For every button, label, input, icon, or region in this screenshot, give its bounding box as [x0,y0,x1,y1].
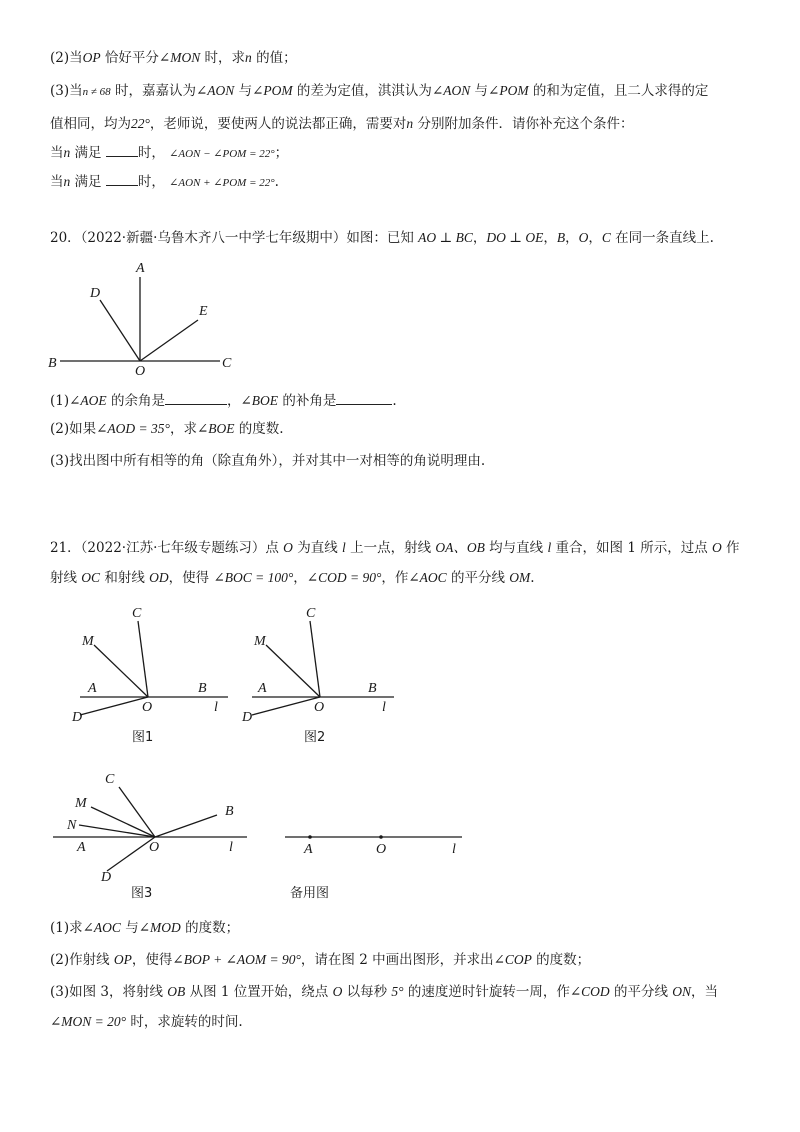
ray-OD [107,837,155,871]
ray-OB [155,815,217,837]
ray-OM [94,645,148,697]
label-D: D [90,286,101,301]
label-l: l [214,700,218,715]
label-A: A [258,681,267,696]
caption-fig2: 图2 [304,730,326,745]
label-C: C [105,772,115,787]
q21-part1: (1)求∠AOC 与∠MOD 的度数； [50,920,240,936]
q21-figure-2 [232,605,412,750]
label-O: O [135,364,146,379]
q21-figure-1 [60,605,240,750]
label-A: A [88,681,97,696]
label-C: C [222,356,232,371]
label-B: B [48,356,57,371]
q19-part2: (2)当OP 恰好平分∠MON 时，求n 的值； [50,50,297,66]
label-D: D [101,870,112,885]
answer-blank [106,142,138,157]
label-O: O [149,840,160,855]
label-D: D [72,710,83,725]
label-O: O [314,700,325,715]
ray-OD [100,300,140,361]
caption-spare: 备用图 [290,886,330,901]
q19-part3-line1: (3)当n ≠ 68 时，嘉嘉认为∠AON 与∠POM 的差为定值，淇淇认为∠AON 与∠POM 的和为定值，且二人求得的定 [50,83,709,99]
q20-part2: (2)如果∠AOD = 35°，求∠BOE 的度数. [50,421,284,437]
q20-figure [40,255,260,380]
label-M: M [75,796,87,811]
point-O [379,835,383,839]
ray-OD [80,697,148,715]
label-M: M [82,634,94,649]
label-E: E [199,304,208,319]
q19-part3-line2: 值相同，均为22°，老师说，要使两人的说法都正确，需要对n 分别附加条件．请你补充这个条件： [50,116,634,132]
label-C: C [306,606,316,621]
answer-blank [106,171,138,186]
answer-blank [165,390,227,405]
caption-fig3: 图3 [131,886,153,901]
q20-part1: (1)∠AOE 的余角是 ，∠BOE 的补角是 . [50,390,397,411]
ray-OE [140,320,198,361]
label-O: O [142,700,153,715]
label-B: B [198,681,207,696]
q20-header: 20．（2022·新疆·乌鲁木齐八一中学七年级期中）如图：已知 AO ⊥ BC，DO ⊥ OE，B，O，C 在同一条直线上. [50,230,714,246]
q20-part3: (3)找出图中所有相等的角（除直角外），并对其中一对相等的角说明理由. [50,453,486,469]
q21-part2: (2)作射线 OP，使得∠BOP + ∠AOM = 90°，请在图 2 中画出图形，并求出∠COP 的度数； [50,952,591,968]
label-l: l [382,700,386,715]
q21-part3-line2: ∠MON = 20° 时，求旋转的时间. [50,1014,243,1030]
ray-OD [252,697,320,715]
label-B: B [368,681,377,696]
q21-spare-figure [280,815,470,905]
label-A: A [304,842,313,857]
label-A: A [77,840,86,855]
label-M: M [254,634,266,649]
q19-condition-1: 当n 满足 时， ∠AON − ∠POM = 22°； [50,142,288,164]
label-l: l [452,842,456,857]
label-D: D [242,710,253,725]
q21-header-line1: 21．（2022·江苏·七年级专题练习）点 O 为直线 l 上一点，射线 OA、OB 均与直线 l 重合，如图 1 所示，过点 O 作 [50,540,740,556]
q21-figure-3 [45,765,260,905]
ray-OC [310,621,320,697]
label-A: A [136,261,145,276]
caption-fig1: 图1 [132,730,154,745]
q21-part3-line1: (3)如图 3，将射线 OB 从图 1 位置开始，绕点 O 以每秒 5° 的速度逆时针旋转一周，作∠COD 的平分线 ON，当 [50,984,719,1000]
q21-header-line2: 射线 OC 和射线 OD，使得 ∠BOC = 100°，∠COD = 90°，作∠AOC 的平分线 OM. [50,570,535,586]
label-C: C [132,606,142,621]
ray-OM [266,645,320,697]
label-B: B [225,804,234,819]
label-N: N [67,818,77,833]
label-l: l [229,840,233,855]
point-A [308,835,312,839]
label-O: O [376,842,387,857]
ray-OC [119,787,155,837]
q19-condition-2: 当n 满足 时， ∠AON + ∠POM = 22°. [50,171,279,193]
answer-blank [336,390,392,405]
ray-OC [138,621,148,697]
